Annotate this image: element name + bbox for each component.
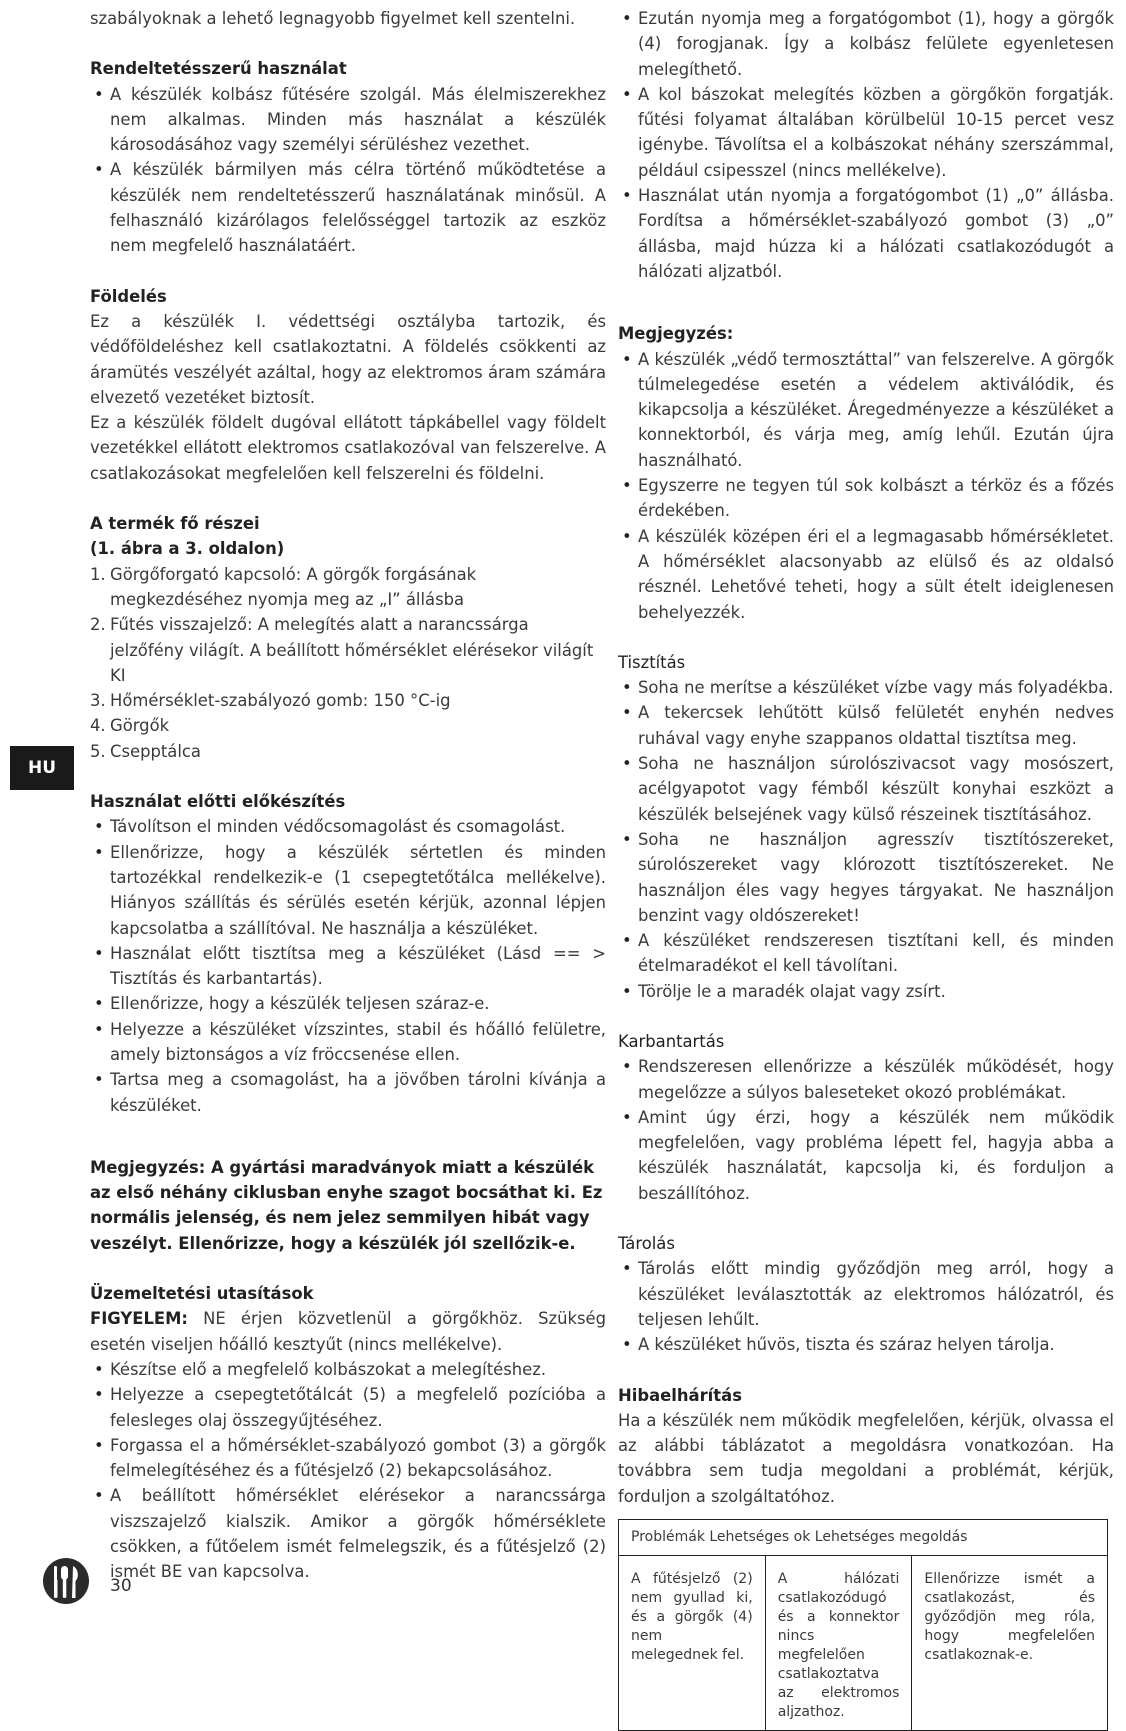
maintenance-list — [618, 1054, 1114, 1206]
list-item — [90, 612, 606, 688]
parts-subheading: (1. ábra a 3. oldalon) — [90, 539, 285, 559]
intro-text: szabályoknak a lehető legnagyobb figyelmet kell szentelni. — [90, 9, 576, 28]
parts-heading: A termék fő részei — [90, 514, 260, 534]
cleaning-heading: Tisztítás — [618, 652, 686, 672]
list-item: • Helyezze a készüléket vízszintes, stabil és hőálló felületre, amely biztonságos a víz fröccsenése ellen. — [90, 1017, 606, 1068]
note-list — [618, 347, 1114, 625]
item-text: Görgőforgató kapcsoló: A görgők forgásának megkezdéséhez nyomja meg az „I” állásba — [110, 564, 477, 609]
warning-paragraph — [90, 1306, 606, 1357]
list-item: • A tekercsek lehűtött külső felületét enyhén nedves ruhával vagy enyhe szappanos oldattal tisztítsa meg. — [618, 700, 1114, 751]
list-item — [90, 739, 606, 764]
intended-use-heading: Rendeltetésszerű használat — [90, 59, 347, 79]
left-column — [90, 6, 606, 1585]
list-item: • A kol bászokat melegítés közben a görgőkön forgatják. fűtési folyamat általában körülbelül 10-15 percet vesz igénybe. Távolítsa el a kolbászokat néhány szerszámmal, például csipesszel (nincs mellékelve). — [618, 82, 1114, 183]
list-item: • A beállított hőmérséklet elérésekor a narancssárga viszszajelző kialszik. Amikor a görgők hőmérséklete csökken, a fűtőelem ismét felmelegszik, és a fűtésjelző (2) ismét BE van kapcsolva. — [90, 1483, 606, 1584]
table-cell-solution: Ellenőrizze ismét a csatlakozást, és győződjön meg róla, hogy megfelelően csatlakoznak-e. — [912, 1556, 1108, 1731]
list-item: • Használat előtt tisztítsa meg a készüléket (Lásd == > Tisztítás és karbantartás). — [90, 941, 606, 992]
list-item: • A készülék kolbász fűtésére szolgál. Más élelmiszerekhez nem alkalmas. Minden más használat a készülék károsodásához vagy személyi sérüléshez vezethet. — [90, 82, 606, 158]
warning-text: NE érjen közvetlenül a görgőkhöz. Szükség esetén viseljen hőálló kesztyűt (nincs mellékelve). — [90, 1309, 606, 1354]
list-item: • A készüléket rendszeresen tisztítani kell, és minden ételmaradékot el kell távolítani. — [618, 928, 1114, 979]
table-row — [619, 1556, 1108, 1731]
grounding-paragraph: Ez a készülék földelt dugóval ellátott tápkábellel vagy földelt vezetékkel ellátott elektromos csatlakozóval van felszerelve. A csatlakozásokat megfelelően kell felszerelni és földelni. — [90, 413, 606, 483]
operation-list — [90, 1357, 606, 1585]
list-item: • A készüléket hűvös, tiszta és száraz helyen tárolja. — [618, 1332, 1114, 1357]
list-item: • Tartsa meg a csomagolást, ha a jövőben tárolni kívánja a készüléket. — [90, 1067, 606, 1118]
list-item: • Helyezze a csepegtetőtálcát (5) a megfelelő pozícióba a felesleges olaj összegyűjtéséhez. — [90, 1382, 606, 1433]
odor-note: Megjegyzés: A gyártási maradványok miatt a készülék az első néhány ciklusban enyhe szagot bocsáthat ki. Ez normális jelenség, és nem jelez semmilyen hibát vagy veszélyt. Ellenőrizze, hogy a készülék jól szellőzik-e. — [90, 1157, 603, 1253]
list-item: • Soha ne merítse a készüléket vízbe vagy más folyadékba. — [618, 675, 1114, 700]
table-cell-cause: A hálózati csatlakozódugó és a konnektor nincs megfelelően csatlakoztatva az elektromos aljzathoz. — [765, 1556, 912, 1731]
list-item: • Törölje le a maradék olajat vagy zsírt. — [618, 979, 1114, 1004]
list-item: • A készülék „védő termosztáttal” van felszerelve. A görgők túlmelegedése esetén a védelem aktiválódik, és kikapcsolja a készüléket. Áregedményezze a készüléket a konnektorból, és várja meg, amíg lehűl. Ezután újra használható. — [618, 347, 1114, 473]
troubleshooting-text: Ha a készülék nem működik megfelelően, kérjük, olvassa el az alábbi táblázatot a megoldásra vonatkozóan. Ha továbbra sem tudja megoldani a problémát, kérjük, forduljon a szolgáltatóhoz. — [618, 1410, 1114, 1506]
list-item: • A készülék bármilyen más célra történő működtetése a készülék nem rendeltetésszerű használatának minősül. A felhasználó kizárólagos felelősséggel tartozik az eszköz nem megfelelő használatáért. — [90, 157, 606, 258]
note-heading: Megjegyzés: — [618, 324, 734, 344]
item-number: 2. — [90, 615, 106, 635]
right-column — [618, 6, 1114, 1731]
list-item — [90, 688, 606, 713]
page-number: 30 — [110, 1576, 132, 1596]
item-number: 3. — [90, 691, 106, 711]
list-item: • Egyszerre ne tegyen túl sok kolbászt a térköz és a főzés érdekében. — [618, 473, 1114, 524]
intended-use-list — [90, 82, 606, 259]
item-text: Csepptálca — [110, 741, 201, 761]
maintenance-heading: Karbantartás — [618, 1031, 725, 1051]
list-item: • Forgassa el a hőmérséklet-szabályozó gombot (3) a görgők felmelegítéséhez és a fűtésjelző (2) bekapcsolásához. — [90, 1433, 606, 1484]
item-number: 4. — [90, 716, 106, 736]
item-text: Görgők — [110, 716, 170, 736]
cleaning-list — [618, 675, 1114, 1004]
operation-continued-list — [618, 6, 1114, 284]
language-tab: HU — [10, 746, 74, 790]
parts-list — [90, 562, 606, 764]
troubleshooting-table — [618, 1519, 1108, 1731]
list-item: • Ezután nyomja meg a forgatógombot (1), hogy a görgők (4) forogjanak. Így a kolbász felülete egyenletesen melegíthető. — [618, 6, 1114, 82]
list-item: • Amint úgy érzi, hogy a készülék nem működik megfelelően, vagy probléma lépett fel, hagyja abba a készülék használatát, kapcsolja ki, és forduljon a beszállítóhoz. — [618, 1105, 1114, 1206]
list-item: • Rendszeresen ellenőrizze a készülék működését, hogy megelőzze a súlyos baleseteket okozó problémákat. — [618, 1054, 1114, 1105]
list-item: • Használat után nyomja a forgatógombot (1) „0” állásba. Fordítsa a hőmérséklet-szabályozó gombot (3) „0” állásba, majd húzza ki a hálózati csatlakozódugót a hálózati aljzatból. — [618, 183, 1114, 284]
grounding-heading: Földelés — [90, 286, 167, 306]
operation-heading: Üzemeltetési utasítások — [90, 1284, 314, 1304]
preparation-heading: Használat előtti előkészítés — [90, 792, 346, 812]
preparation-list — [90, 814, 606, 1118]
list-item — [90, 562, 606, 613]
troubleshooting-heading: Hibaelhárítás — [618, 1385, 742, 1405]
table-header: Problémák Lehetséges ok Lehetséges megoldás — [619, 1520, 1108, 1556]
item-text: Fűtés visszajelző: A melegítés alatt a narancssárga jelzőfény világít. A beállított hőmérséklet elérésekor világít KI — [110, 615, 594, 685]
storage-heading: Tárolás — [618, 1234, 675, 1254]
warning-label: FIGYELEM: — [90, 1309, 188, 1329]
table-cell-problem: A fűtésjelző (2) nem gyullad ki, és a görgők (4) nem melegednek fel. — [619, 1556, 766, 1731]
list-item: • A készülék középen éri el a legmagasabb hőmérsékletet. A hőmérséklet alacsonyabb az elülső és az oldalsó résznél. Lehetővé teheti, hogy a sült ételt ideiglenesen behelyezzék. — [618, 524, 1114, 625]
grounding-paragraph: Ez a készülék I. védettségi osztályba tartozik, és védőföldeléshez kell csatlakoztatni. A földelés csökkenti az áramütés veszélyét azáltal, hogy az elektromos áram számára elvezető vezetéket biztosít. — [90, 311, 606, 407]
storage-list — [618, 1256, 1114, 1357]
item-number: 1. — [90, 564, 106, 584]
list-item: • Tárolás előtt mindig győződjön meg arról, hogy a készüléket leválasztották az elektromos hálózatról, és teljesen lehűlt. — [618, 1256, 1114, 1332]
list-item — [90, 713, 606, 738]
utensils-icon — [42, 1557, 90, 1605]
item-number: 5. — [90, 741, 106, 761]
list-item: • Ellenőrizze, hogy a készülék teljesen száraz-e. — [90, 991, 606, 1016]
list-item: • Ellenőrizze, hogy a készülék sértetlen és minden tartozékkal rendelkezik-e (1 csepegtetőtálca mellékelve). Hiányos szállítás és sérülés esetén kérjük, azonnal lépjen kapcsolatba a szállítóval. Ne használja a készüléket. — [90, 840, 606, 941]
list-item: • Soha ne használjon súrolószivacsot vagy mosószert, acélgyapotot vagy fémből készült konyhai eszközt a készülék belsejének vagy külső részeinek tisztításához. — [618, 751, 1114, 827]
list-item: • Készítse elő a megfelelő kolbászokat a melegítéshez. — [90, 1357, 606, 1382]
list-item: • Távolítson el minden védőcsomagolást és csomagolást. — [90, 814, 606, 839]
item-text: Hőmérséklet-szabályozó gomb: 150 °C-ig — [110, 691, 451, 711]
list-item: • Soha ne használjon agresszív tisztítószereket, súrolószereket vagy klórozott tisztítószereket. Ne használjon éles vagy hegyes tárgyakat. Ne használjon benzint vagy oldószereket! — [618, 827, 1114, 928]
